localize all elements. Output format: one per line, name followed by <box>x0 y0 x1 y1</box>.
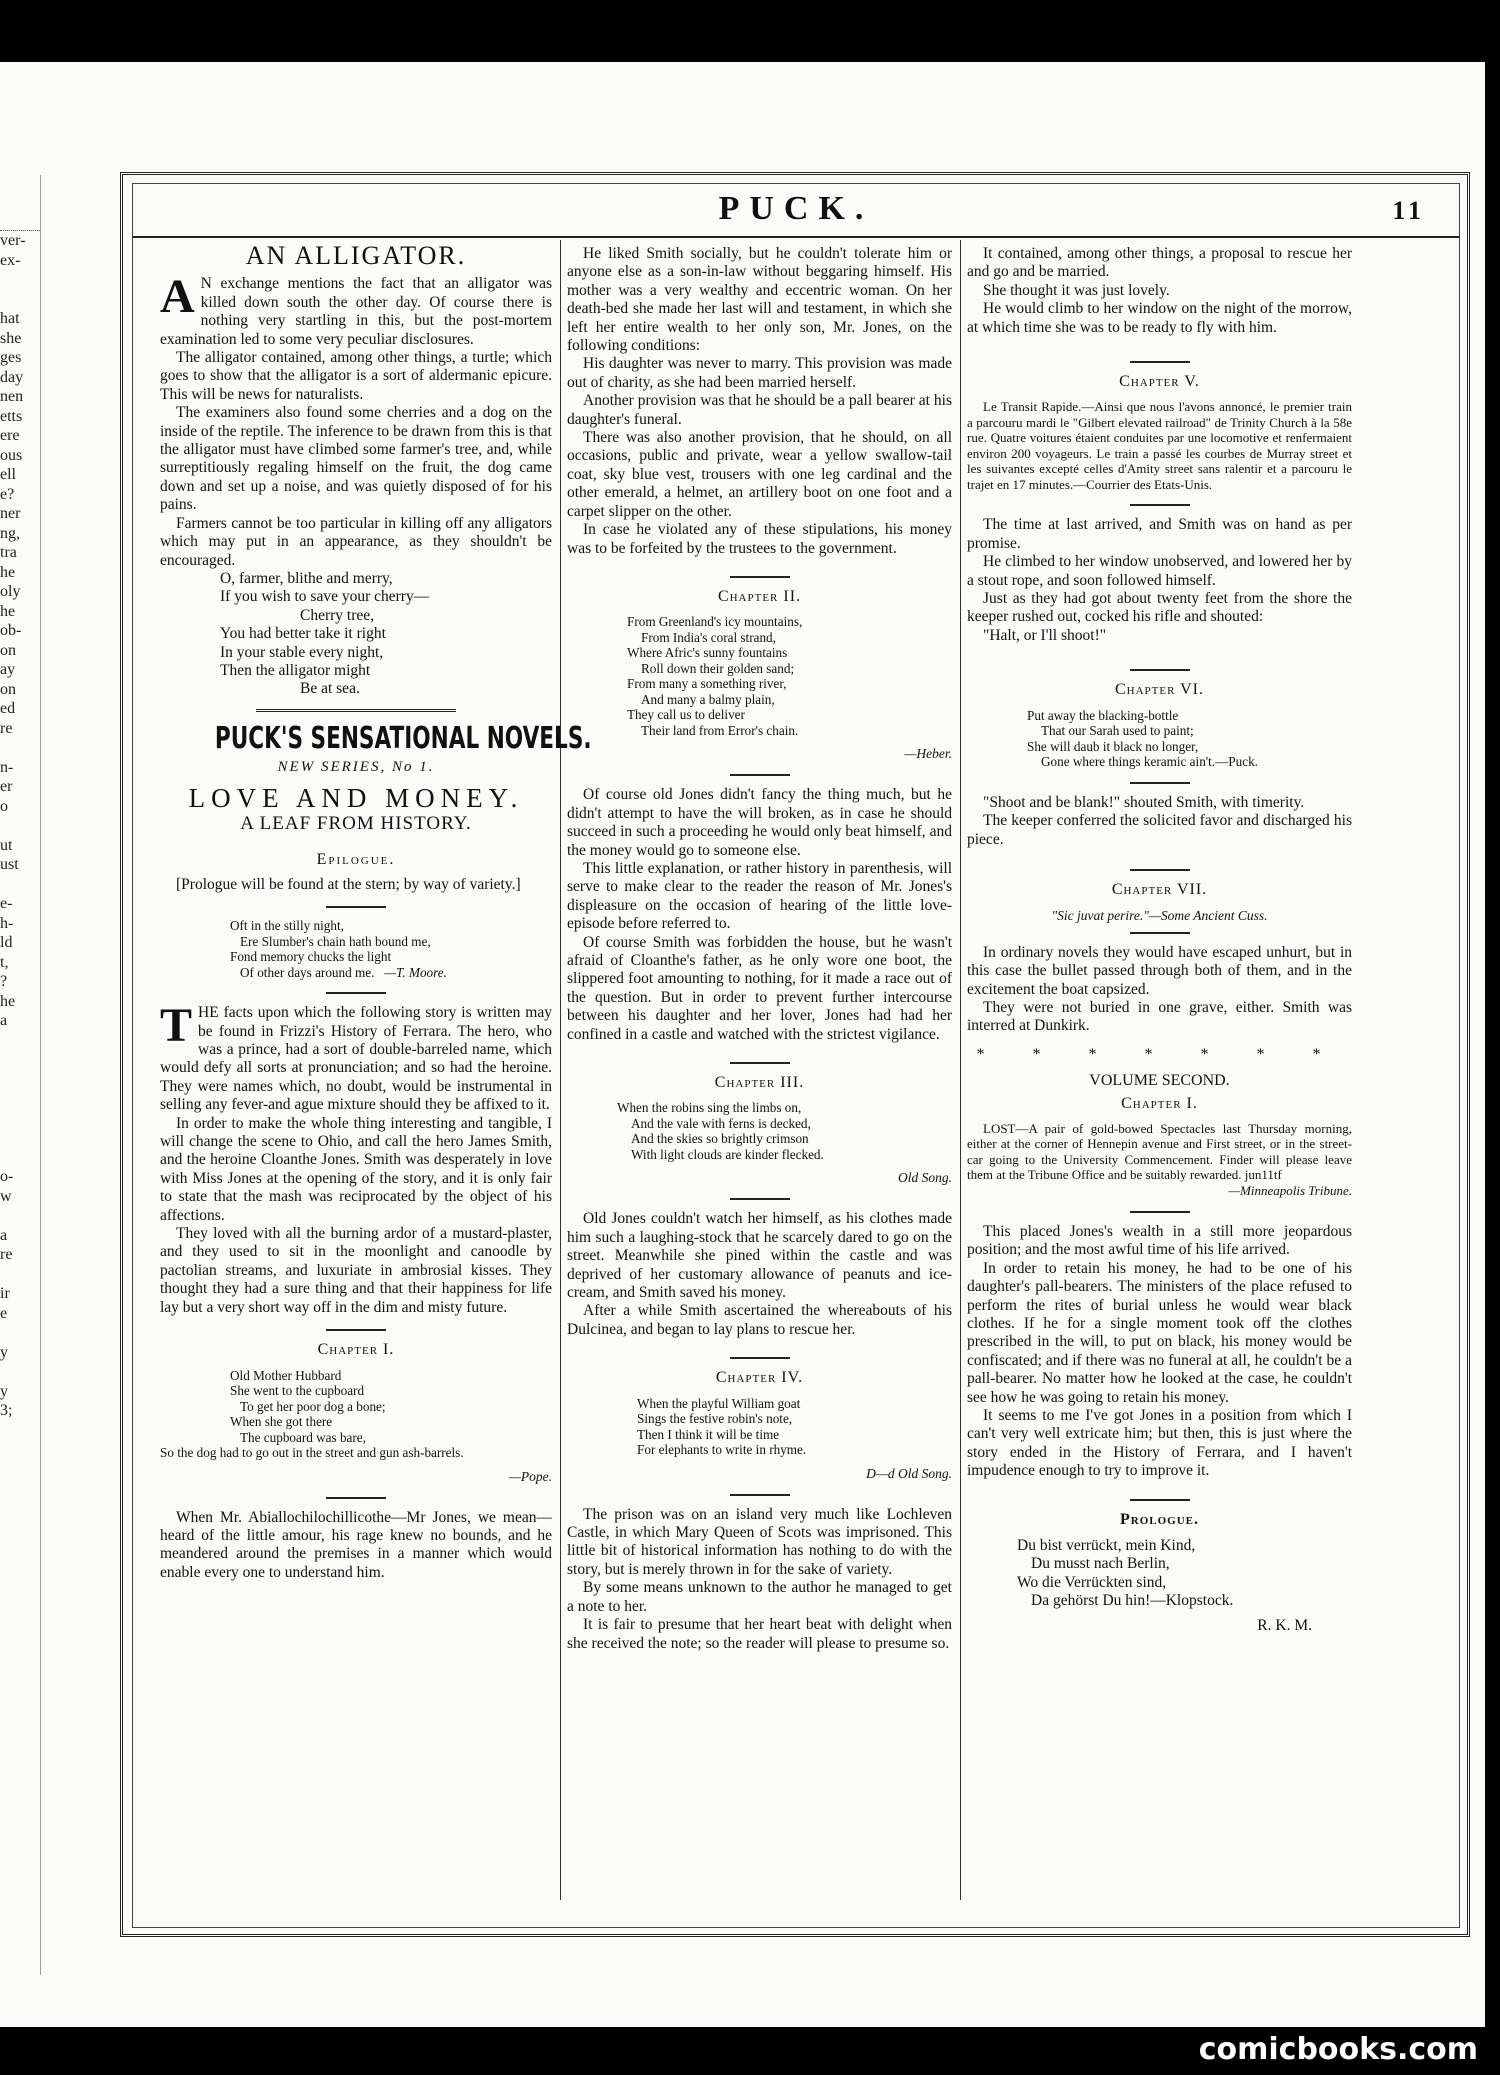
verse-line: When the playful William goat <box>637 1395 801 1411</box>
poem-line: O, farmer, blithe and merry, <box>220 569 393 587</box>
previous-page-fragment: nen <box>0 388 24 405</box>
chapter-5-heading: Chapter V. <box>1119 373 1200 391</box>
col2-paragraph-3: Another provision was that he should be a pall bearer at his daughter's funeral. <box>567 392 952 428</box>
column-1 <box>160 241 592 1895</box>
previous-page-fragment: on <box>0 641 16 659</box>
verse-line: When the robins sing the limbs on, <box>617 1100 802 1116</box>
greenland-verse <box>567 614 952 738</box>
previous-page-fragment <box>0 290 40 310</box>
col2-paragraph-10: After a while Smith ascertained the whereabouts of his Dulcinea, and began to lay plans to rescue her. <box>567 1302 952 1338</box>
previous-page-fragment <box>0 1128 40 1148</box>
col3-paragraph-4: The time at last arrived, and Smith was on hand as per promise. <box>967 516 1352 552</box>
chapter-4-heading: Chapter IV. <box>715 1369 804 1387</box>
verse-line-text: Of other days around me. <box>240 964 375 980</box>
alligator-paragraph-1 <box>160 270 552 349</box>
verse-line: To get her poor dog a bone; <box>240 1398 386 1414</box>
verse-line: Roll down their golden sand; <box>641 660 795 676</box>
chapter-2-heading: Chapter II. <box>717 587 802 605</box>
previous-page-fragment: ed <box>0 700 16 717</box>
masthead-title: PUCK. <box>718 190 874 227</box>
previous-page-fragment: ell <box>0 466 16 483</box>
verse-line: So the dog had to go out in the street and gun ash-barrels. <box>160 1445 464 1460</box>
short-rule <box>326 992 386 994</box>
previous-page-fragment: a <box>0 1012 8 1029</box>
short-rule <box>1130 1499 1190 1501</box>
short-rule <box>1130 361 1190 363</box>
previous-page-fragment: ng, <box>0 524 20 542</box>
poem-line: Cherry tree, <box>300 606 375 624</box>
dropcap-t: T <box>160 999 193 1053</box>
previous-page-fragment <box>0 1265 40 1285</box>
verse-line: Gone where things keramic ain't.—Puck. <box>1041 754 1258 770</box>
previous-page-fragment <box>0 1109 40 1129</box>
previous-page-fragment: o <box>0 797 8 815</box>
previous-page-fragment: day <box>0 368 24 386</box>
page-number: 11 <box>1392 196 1425 225</box>
col2-paragraph-4: There was also another provision, that he should, on all occasions, public and private, wear a yellow swallow-tail coat, sky blue vest, trousers with one leg cardinal and the other emerald, a helmet, an artillery boot on one foot and a carpet slipper on the other. <box>567 429 952 520</box>
col3-paragraph-9: The keeper conferred the solicited favor and discharged his piece. <box>967 812 1352 848</box>
col2-paragraph-6: Of course old Jones didn't fancy the thing much, but he didn't attempt to have the will broken, as in case he should succeed in such a proceeding he would only beat himself, and the money would go to someone else. <box>567 786 952 859</box>
poem-line: Be at sea. <box>300 680 360 698</box>
col3-paragraph-2: She thought it was just lovely. <box>983 281 1170 299</box>
verse-line: For elephants to write in rhyme. <box>637 1442 807 1458</box>
chapter-7-heading: Chapter VII. <box>1111 880 1208 898</box>
col2-paragraph-11: The prison was on an island very much like Lochleven Castle, in which Mary Queen of Scots was imprisoned. This little bit of historical information has nothing to do with the story, but is merely thrown in for the sake of variety. <box>567 1505 952 1578</box>
verse-line: That our Sarah used to paint; <box>1041 723 1194 739</box>
verse-line: With light clouds are kinder flecked. <box>631 1146 824 1162</box>
verse-line: Put away the blacking-bottle <box>1027 707 1179 723</box>
previous-page-fragment: he <box>0 992 16 1010</box>
chapter-3-heading: Chapter III. <box>714 1074 805 1091</box>
latin-motto: "Sic juvat perire."—Some Ancient Cuss. <box>1051 908 1268 924</box>
previous-page-fragment: he <box>0 602 16 620</box>
verse-line: From Greenland's icy mountains, <box>627 614 803 630</box>
col3-paragraph-11: They were not buried in one grave, either. Smith was interred at Dunkirk. <box>967 998 1352 1035</box>
sensational-novels-title: PUCK'S SENSATIONAL NOVELS. <box>214 720 592 756</box>
section-stars: * * * * * * * <box>976 1045 1343 1063</box>
previous-page-fragment <box>0 1362 40 1382</box>
verse-line: And the vale with ferns is decked, <box>631 1115 811 1131</box>
short-rule <box>730 1357 790 1359</box>
short-rule <box>1130 932 1190 934</box>
previous-page-fragment <box>0 1206 40 1226</box>
chapter-6-heading: Chapter VI. <box>1114 681 1205 699</box>
short-rule <box>730 774 790 776</box>
verse-attribution: —T. Moore. <box>384 964 447 980</box>
previous-page-fragment: ver- <box>0 232 26 249</box>
poem-line: Da gehörst Du hin!—Klopstock. <box>1031 1592 1234 1610</box>
previous-page-fragment: etts <box>0 407 23 425</box>
prologue-heading: Prologue. <box>1119 1510 1199 1528</box>
minneapolis-tribune-attribution: —Minneapolis Tribune. <box>1228 1182 1352 1198</box>
watermark: comicbooks.com <box>1198 2032 1478 2067</box>
previous-page-fragment: hat <box>0 310 20 327</box>
col2-paragraph-5: In case he violated any of these stipulations, his money was to be forfeited by the trustees to the government. <box>567 521 952 557</box>
short-rule <box>730 576 790 578</box>
prologue-note: [Prologue will be found at the stern; by way of variety.] <box>176 875 521 893</box>
pope-attribution: —Pope. <box>508 1468 552 1484</box>
lost-advertisement: LOST—A pair of gold-bowed Spectacles last Thursday morning, either at the corner of Hennepin avenue and First street, or in the street-car going to the University Commencement. Finder will please leave them at the Tribune Office and be suitably rewarded. jun11tf <box>967 1120 1352 1183</box>
previous-page-fragment <box>0 1323 40 1343</box>
previous-page-fragment: a <box>0 1226 8 1244</box>
previous-page-fragment: ir <box>0 1285 10 1302</box>
previous-page-fragment: ust <box>0 856 19 873</box>
series-label: NEW SERIES, No 1. <box>277 759 435 776</box>
robins-verse <box>567 1100 952 1162</box>
klopstock-poem <box>967 1537 1352 1611</box>
chapter-1-paragraph: When Mr. Abiallochilochillicothe—Mr Jones, we mean—heard of the little amour, his rage knew no bounds, and he meandered around the premises in a manner which would enable every one to understand him. <box>160 1508 552 1581</box>
short-rule <box>1130 869 1190 871</box>
column-divider-2 <box>960 240 961 1900</box>
goat-verse <box>567 1396 952 1458</box>
previous-page-fragment: e? <box>0 485 15 503</box>
facts-paragraph-1 <box>160 999 552 1114</box>
previous-page-fragment: re <box>0 1246 13 1263</box>
masthead-rule <box>132 236 1460 238</box>
short-rule <box>1130 669 1190 671</box>
previous-page-fragment: ges <box>0 349 22 366</box>
previous-page-fragment: y <box>0 1343 8 1361</box>
col3-paragraph-3: He would climb to her window on the night of the morrow, at which time she was to be ready to fly with him. <box>967 300 1352 336</box>
dropcap-a: A <box>160 270 195 324</box>
col3-paragraph-13: In order to retain his money, he had to be one of his daughter's pall-bearers. The ministers of the place refused to perform the rites of burial unless he would wear black clothes. If he for a single moment took off the clothes prescribed in the will, to put on black, his money would be confiscated; and if there was no funeral at all, he couldn't be a pall-bearer. No matter how he looked at the case, he couldn't see how he was going to retain his money. <box>967 1259 1352 1406</box>
previous-page-fragment: tra <box>0 544 17 561</box>
epilogue-heading: Epilogue. <box>316 851 396 869</box>
verse-line: Then I think it will be time <box>637 1426 780 1442</box>
previous-page-fragment <box>0 270 40 290</box>
previous-page-fragment: re <box>0 719 13 737</box>
leaf-from-history: A LEAF FROM HISTORY. <box>240 812 472 834</box>
previous-page-fragment <box>0 1148 40 1168</box>
verse-line: She went to the cupboard <box>230 1383 365 1398</box>
col2-paragraph-2: His daughter was never to marry. This provision was made out of charity, as she had been married herself. <box>567 355 952 391</box>
love-and-money-title: LOVE AND MONEY. <box>188 782 524 813</box>
verse-line <box>230 965 552 981</box>
previous-page-fragment <box>0 1070 40 1090</box>
blacking-verse <box>967 708 1352 770</box>
poem-line: If you wish to save your cherry— <box>220 588 430 606</box>
masthead <box>132 190 1460 230</box>
alligator-paragraph-4: Farmers cannot be too particular in killing off any alligators which may put in an appearance, as they shouldn't be encouraged. <box>160 514 552 569</box>
previous-page-fragment: ld <box>0 934 13 951</box>
previous-page-fragment <box>0 1050 40 1070</box>
short-rule <box>730 1062 790 1064</box>
double-rule <box>256 709 456 712</box>
poem-line: Wo die Verrückten sind, <box>1017 1573 1167 1591</box>
short-rule <box>730 1198 790 1200</box>
poem-line: Then the alligator might <box>220 661 371 679</box>
previous-page-fragment: ut <box>0 836 13 854</box>
short-rule <box>1130 782 1190 784</box>
alligator-p1-text: N exchange mentions the fact that an alligator was killed down south the other day. Of course there is nothing very startling in this, but the post-mortem examination led to some very peculiar disclosures. <box>160 275 552 348</box>
previous-page-fragment: e- <box>0 895 13 912</box>
verse-line: She will daub it black no longer, <box>1027 738 1199 754</box>
verse-line: Fond memory chucks the light <box>230 949 392 965</box>
facts-paragraph-2: In order to make the whole thing interesting and tangible, I will change the scene to Ohio, and call the hero James Smith, and the heroine Cloanthe Jones. Smith was desperately in love with Miss Jones at the opening of the story, and it is only fair to state that the mash was reciprocated by the object of his affections. <box>160 1114 552 1224</box>
col2-paragraph-12: By some means unknown to the author he managed to get a note to her. <box>567 1579 952 1615</box>
verse-line: And many a balmy plain, <box>641 691 775 707</box>
previous-page-fragment: w <box>0 1187 12 1205</box>
previous-page-fragment: er <box>0 778 13 795</box>
dd-old-song-attribution: D—d Old Song. <box>866 1465 952 1481</box>
previous-page-fragment: on <box>0 680 16 698</box>
previous-page-fragment: h- <box>0 914 14 932</box>
column-2 <box>567 245 952 1895</box>
col3-paragraph-14: It seems to me I've got Jones in a position from which I can't very well extricate him; but then, this is just where the story ended in the History of Ferrara, and I haven't impudence enough to try to improve it. <box>967 1407 1352 1480</box>
old-song-attribution: Old Song. <box>898 1170 952 1186</box>
previous-page-fragment: she <box>0 329 22 347</box>
previous-page-fragment <box>0 738 40 758</box>
previous-page-fragment: 3; <box>0 1402 13 1419</box>
previous-page-fragment: t, <box>0 953 9 971</box>
alligator-paragraph-2: The alligator contained, among other things, a turtle; which goes to show that the alligator is a sort of aldermanic epicure. This will be news for naturalists. <box>160 349 552 403</box>
column-divider-1 <box>560 240 561 1900</box>
short-rule <box>326 1497 386 1499</box>
previous-page-fragment <box>0 816 40 836</box>
volume-second-heading: VOLUME SECOND. <box>1089 1072 1230 1090</box>
poem-line: Du bist verrückt, mein Kind, <box>1017 1537 1196 1555</box>
moore-verse <box>160 918 552 980</box>
col2-paragraph-9: Old Jones couldn't watch her himself, as his clothes made him such a laughing-stock that he scarcely dared to go on the street. Meanwhile she pined within the castle and was deprived of her customary allowance of peanuts and ice-cream, and Smith saved his money. <box>567 1210 952 1302</box>
previous-page-fragment: e <box>0 1304 8 1322</box>
short-rule <box>326 906 386 908</box>
verse-line: Where Afric's sunny fountains <box>627 645 788 661</box>
previous-page-fragment: ob- <box>0 622 22 639</box>
previous-page-fragment: o- <box>0 1168 14 1185</box>
alligator-title: AN ALLIGATOR. <box>245 241 467 270</box>
french-item: Le Transit Rapide.—Ainsi que nous l'avons annoncé, le premier train a parcouru mardi le "Gilbert elevated railroad" de Trinity Church à la 58e rue. Quatre voitures étaient conduites par une locomotive et renfermaient environ 200 voyageurs. Le train a passé les courbes de Murray street et les suivantes excepté celles d'Amity street sans ralentir et a parcouru le trajet en 17 minutes.—Courrier des Etats-Unis. <box>967 399 1352 492</box>
poem-line: Du musst nach Berlin, <box>1031 1555 1170 1573</box>
verse-line: Ere Slumber's chain hath bound me, <box>240 933 431 949</box>
col2-paragraph-1: He liked Smith socially, but he couldn't tolerate him or anyone else as a son-in-law without beggaring himself. His mother was a very wealthy and eccentric woman. On her death-bed she made her last will and testament, in which she left her entire wealth to her only son, Mr. Jones, on the following conditions: <box>567 245 952 355</box>
short-rule <box>326 1329 386 1331</box>
verse-line: When she got there <box>230 1414 333 1429</box>
previous-page-edge <box>0 175 41 1975</box>
col3-paragraph-1: It contained, among other things, a proposal to rescue her and go and be married. <box>967 245 1352 281</box>
previous-page-fragment <box>0 1031 40 1051</box>
col3-paragraph-7: "Halt, or I'll shoot!" <box>983 626 1107 644</box>
previous-page-fragment: ? <box>0 973 8 990</box>
previous-page-fragment: he <box>0 563 16 581</box>
previous-page-fragment: oly <box>0 583 21 600</box>
col2-paragraph-13: It is fair to presume that her heart beat with delight when she received the note; so the reader will please to presume so. <box>567 1616 952 1652</box>
previous-page-fragment: ay <box>0 661 16 678</box>
facts-p1-text: HE facts upon which the following story is written may be found in Frizzi's History of Ferrara. The hero, who was a prince, had a sort of double-barreled name, which would defy all sorts at pronunciation; and so had the heroine. They were names which, no doubt, would be instrumental in selling any fever-and ague mixture should they be affixed to it. <box>160 1004 552 1114</box>
column-3 <box>967 245 1352 1895</box>
verse-line: From many a something river, <box>627 676 787 692</box>
previous-page-fragment: ner <box>0 505 21 522</box>
previous-page-fragment: ex- <box>0 251 21 269</box>
verse-line: They call us to deliver <box>627 707 745 723</box>
previous-page-fragment: n- <box>0 758 14 776</box>
poem-line: You had better take it right <box>220 625 386 643</box>
facts-paragraph-3: They loved with all the burning ardor of a mustard-plaster, and they used to sit in the moonlight and canoodle by pactolian streams, and luxuriate in ambrosial kisses. They thought they had a sure thing and that their happiness for life lay but a very short way off in the dim and misty future. <box>160 1225 552 1316</box>
col3-paragraph-6: Just as they had got about twenty feet from the shore the keeper rushed out, cocked his rifle and shouted: <box>967 590 1352 626</box>
verse-line: Old Mother Hubbard <box>230 1367 342 1383</box>
col3-paragraph-8: "Shoot and be blank!" shouted Smith, with timerity. <box>983 793 1305 811</box>
alligator-poem <box>160 570 552 699</box>
previous-page-fragment <box>0 1089 40 1109</box>
verse-line: And the skies so brightly crimson <box>631 1131 809 1147</box>
hubbard-verse <box>160 1368 552 1461</box>
previous-page-fragments <box>0 231 40 1421</box>
verse-line: Sings the festive robin's note, <box>637 1411 793 1427</box>
verse-line: From India's coral strand, <box>641 629 776 645</box>
verse-line: Their land from Error's chain. <box>641 722 799 738</box>
verse-line: Oft in the stilly night, <box>230 918 344 934</box>
col2-paragraph-7: This little explanation, or rather history in parenthesis, will serve to make clear to the reader the reason of Mr. Jones's displeasure on the occasion of hearing of the little love-episode before referred to. <box>567 859 952 933</box>
alligator-paragraph-3: The examiners also found some cherries and a dog on the inside of the reptile. The inference to be drawn from this is that the alligator must have climbed some farmer's tree, and, while surreptitiously regaling himself on the fruit, the dog came down and set up a noise, and was quietly disposed of for his pains. <box>160 404 552 514</box>
short-rule <box>1130 504 1190 506</box>
col3-paragraph-10: In ordinary novels they would have escaped unhurt, but in this case the bullet passed through both of them, and in the excitement the boat capsized. <box>967 943 1352 998</box>
heber-attribution: —Heber. <box>904 746 952 762</box>
previous-page-fragment: ere <box>0 427 20 444</box>
previous-page-fragment: y <box>0 1382 8 1400</box>
verse-line: The cupboard was bare, <box>240 1429 366 1445</box>
chapter-1-heading: Chapter I. <box>317 1341 395 1359</box>
previous-page-fragment: ous <box>0 446 23 464</box>
short-rule <box>1130 1211 1190 1213</box>
volume-2-chapter-1-heading: Chapter I. <box>1121 1094 1198 1112</box>
previous-page-fragment <box>0 875 40 895</box>
col2-paragraph-8: Of course Smith was forbidden the house, but he wasn't afraid of Cloanthe's father, as he only wore one boot, the slippered foot amounting to nothing, for it made a race out of the question. But in order to prevent further intercourse between his daughter and her lover, Jones had had her confined in a castle and watched with the strictest vigilance. <box>567 933 952 1043</box>
col3-paragraph-5: He climbed to her window unobserved, and lowered her by a stout rope, and soon followed himself. <box>967 553 1352 589</box>
poem-line: In your stable every night, <box>220 643 384 661</box>
short-rule <box>730 1494 790 1496</box>
author-signature: R. K. M. <box>1257 1616 1312 1634</box>
col3-paragraph-12: This placed Jones's wealth in a still more jeopardous position; and the most awful time of his life arrived. <box>967 1222 1352 1259</box>
